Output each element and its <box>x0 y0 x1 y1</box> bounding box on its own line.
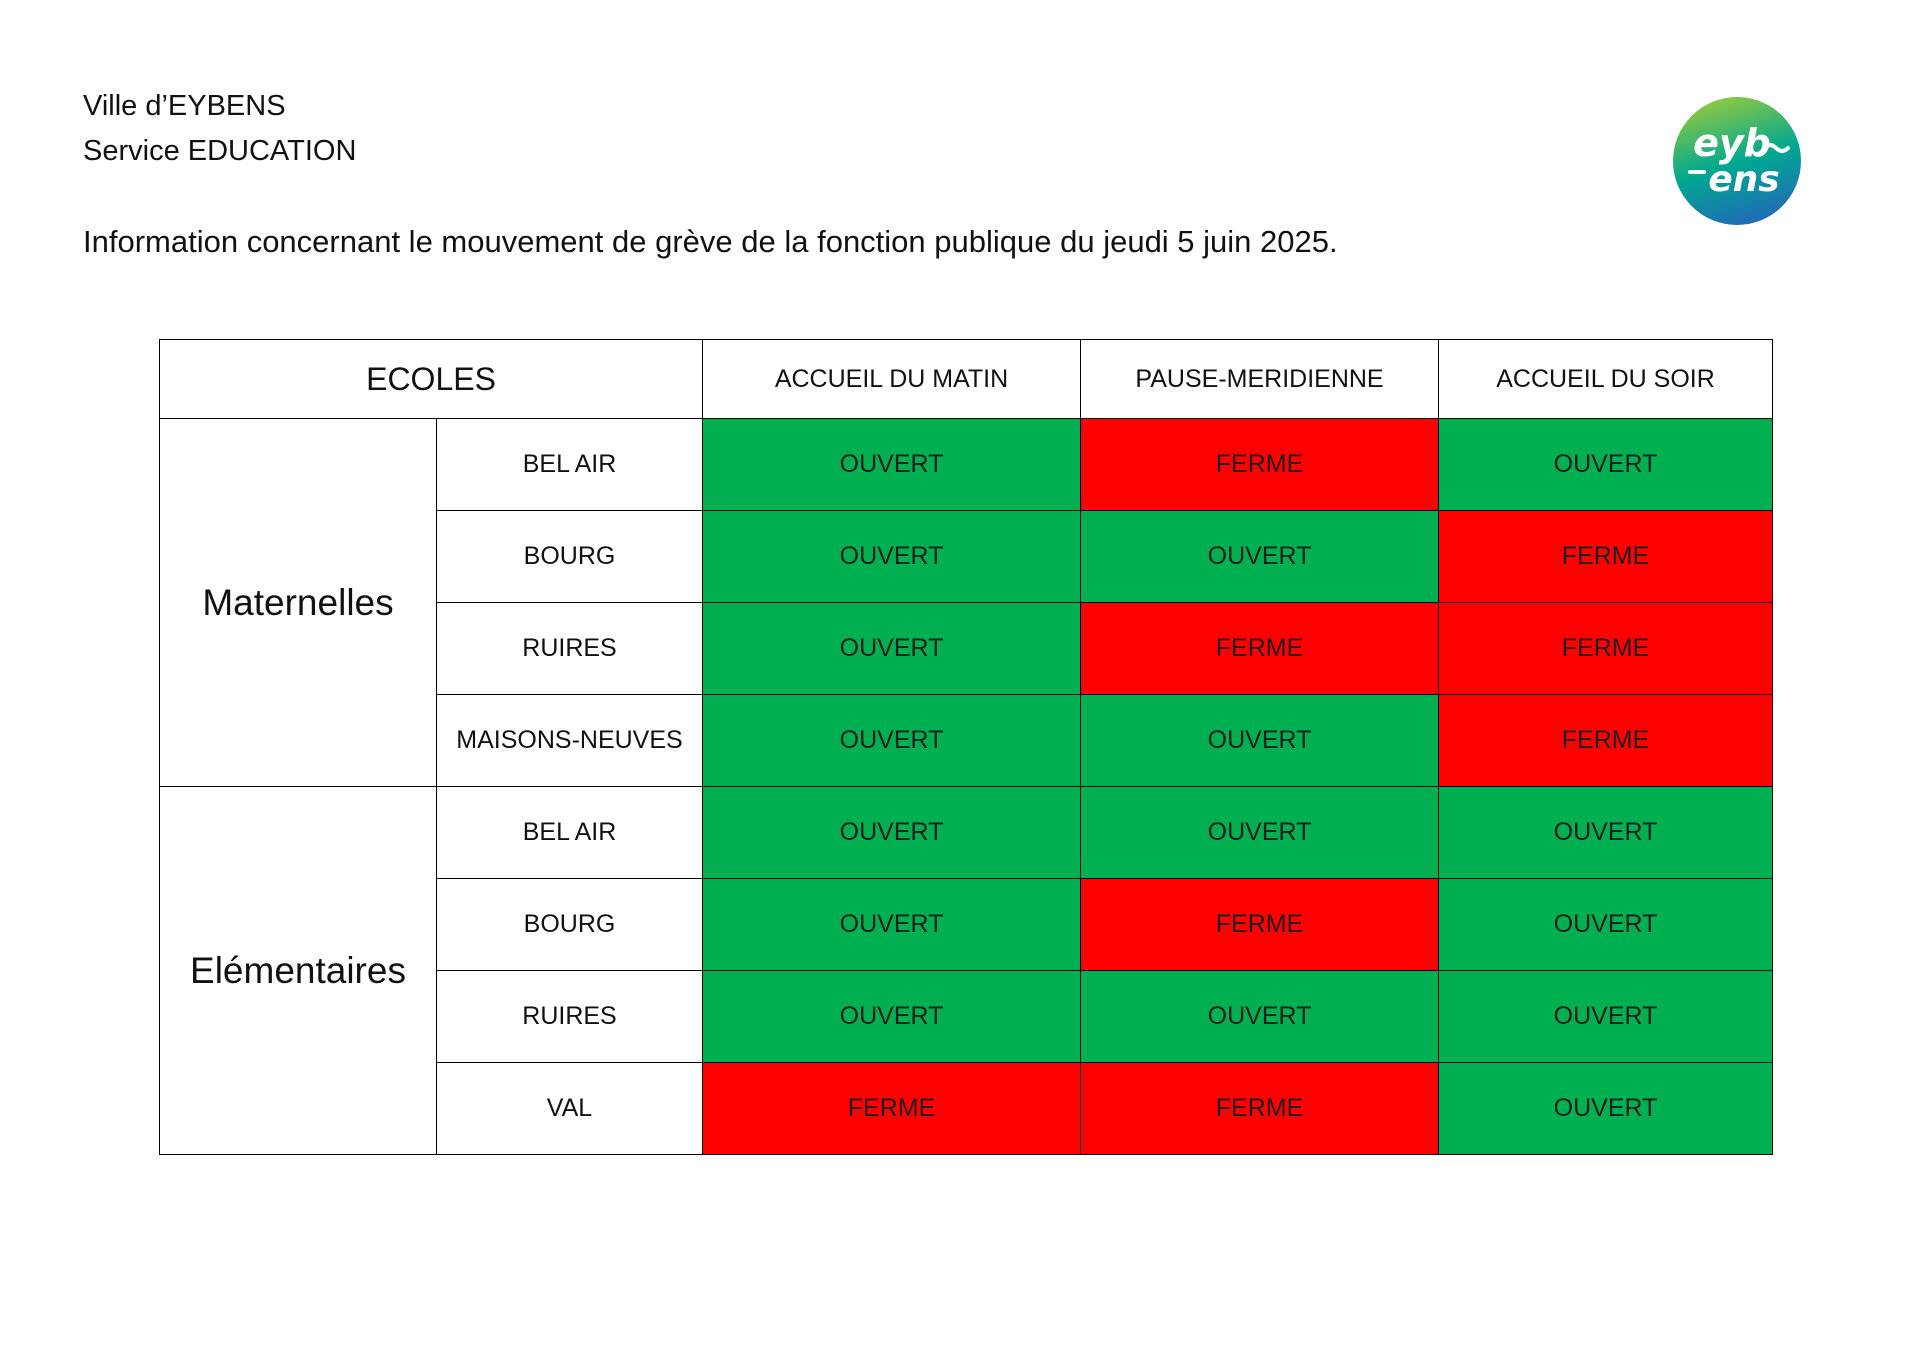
school-name: BEL AIR <box>437 419 703 511</box>
logo-text-top: eyb <box>1693 121 1771 165</box>
school-name: RUIRES <box>437 971 703 1063</box>
status-cell: FERME <box>1081 879 1439 971</box>
status-cell: OUVERT <box>703 603 1081 695</box>
school-level-label: Maternelles <box>160 419 437 787</box>
school-level-label: Elémentaires <box>160 787 437 1155</box>
city-logo <box>1672 96 1802 226</box>
status-cell: OUVERT <box>1439 971 1773 1063</box>
status-cell: OUVERT <box>1081 695 1439 787</box>
status-cell: OUVERT <box>1081 971 1439 1063</box>
city-name: Ville d’EYBENS <box>83 90 286 122</box>
table-row <box>160 419 1773 511</box>
status-cell: OUVERT <box>703 879 1081 971</box>
status-cell: OUVERT <box>1439 1063 1773 1155</box>
logo-text-bottom: ens <box>1708 159 1780 200</box>
status-cell: OUVERT <box>1439 787 1773 879</box>
status-cell: OUVERT <box>1081 511 1439 603</box>
school-name: BEL AIR <box>437 787 703 879</box>
status-cell: FERME <box>1081 1063 1439 1155</box>
status-cell: FERME <box>1439 511 1773 603</box>
strike-information: Information concernant le mouvement de grève de la fonction publique du jeudi 5 juin 2025. <box>83 224 1338 259</box>
status-cell: FERME <box>1439 695 1773 787</box>
column-header-evening: ACCUEIL DU SOIR <box>1439 340 1773 419</box>
status-cell: OUVERT <box>703 695 1081 787</box>
school-name: BOURG <box>437 879 703 971</box>
status-cell: OUVERT <box>1439 879 1773 971</box>
status-cell: OUVERT <box>703 511 1081 603</box>
status-cell: OUVERT <box>703 787 1081 879</box>
status-cell: FERME <box>1439 603 1773 695</box>
table-header-row <box>160 340 1773 419</box>
status-cell: OUVERT <box>703 419 1081 511</box>
status-table <box>159 339 1773 1155</box>
status-cell: FERME <box>703 1063 1081 1155</box>
school-name: RUIRES <box>437 603 703 695</box>
column-header-lunch: PAUSE-MERIDIENNE <box>1081 340 1439 419</box>
status-cell: OUVERT <box>1439 419 1773 511</box>
table-body <box>160 419 1773 1155</box>
status-cell: FERME <box>1081 603 1439 695</box>
table-row <box>160 787 1773 879</box>
status-cell: OUVERT <box>1081 787 1439 879</box>
status-cell: OUVERT <box>703 971 1081 1063</box>
school-name: VAL <box>437 1063 703 1155</box>
school-name: BOURG <box>437 511 703 603</box>
school-name: MAISONS-NEUVES <box>437 695 703 787</box>
column-header-schools: ECOLES <box>160 340 703 419</box>
status-cell: FERME <box>1081 419 1439 511</box>
service-name: Service EDUCATION <box>83 135 357 167</box>
column-header-morning: ACCUEIL DU MATIN <box>703 340 1081 419</box>
